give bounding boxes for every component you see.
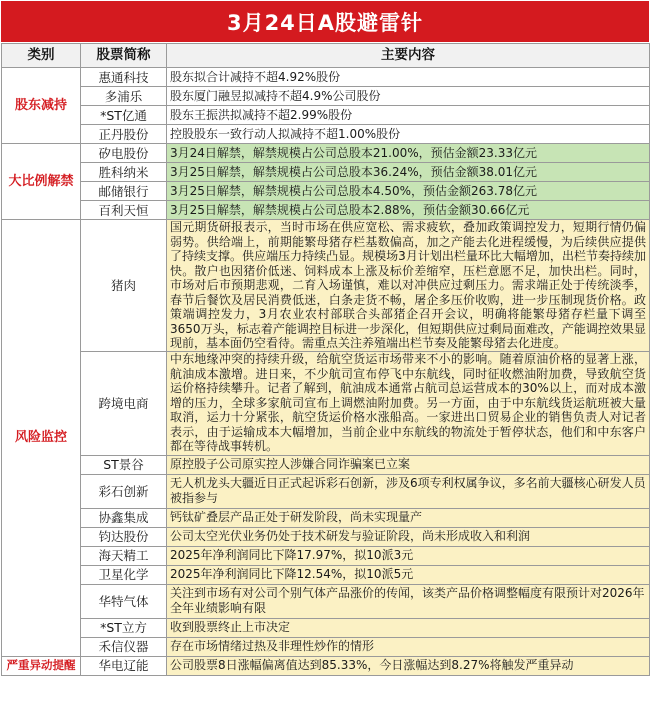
row-content: 3月25日解禁，解禁规模占公司总股本2.88%，预估金额30.66亿元 — [167, 201, 650, 220]
stock-name: 协鑫集成 — [81, 508, 167, 527]
stock-name: 彩石创新 — [81, 474, 167, 508]
row-content: 钙钛矿叠层产品正处于研发阶段，尚未实现量产 — [167, 508, 650, 527]
stock-name: *ST亿通 — [81, 106, 167, 125]
row-content: 无人机龙头大疆近日正式起诉彩石创新，涉及6项专利权属争议，多名前大疆核心研发人员被指参与 — [167, 474, 650, 508]
header-category: 类别 — [2, 44, 81, 68]
stock-name: 海天精工 — [81, 546, 167, 565]
row-content: 3月25日解禁，解禁规模占公司总股本4.50%，预估金额263.78亿元 — [167, 182, 650, 201]
stock-name: 百利天恒 — [81, 201, 167, 220]
table-row — [2, 220, 650, 352]
row-content: 控股股东一致行动人拟减持不超1.00%股份 — [167, 125, 650, 144]
category-label: 严重异动提醒 — [2, 656, 81, 675]
category-label: 股东减持 — [2, 68, 81, 144]
stock-name: 矽电股份 — [81, 144, 167, 163]
table-header-row — [2, 44, 650, 68]
table-row — [2, 351, 650, 455]
table-row — [2, 106, 650, 125]
stock-name: 正丹股份 — [81, 125, 167, 144]
table-row — [2, 527, 650, 546]
table-row — [2, 163, 650, 182]
stock-name: 惠通科技 — [81, 68, 167, 87]
table-row — [2, 125, 650, 144]
table-row — [2, 87, 650, 106]
table-row — [2, 144, 650, 163]
table-row — [2, 182, 650, 201]
row-content: 股东王振洪拟减持不超2.99%股份 — [167, 106, 650, 125]
row-content: 2025年净利润同比下降12.54%，拟10派5元 — [167, 565, 650, 584]
stock-name: 禾信仪器 — [81, 637, 167, 656]
stock-name: 猪肉 — [81, 220, 167, 352]
table-row — [2, 546, 650, 565]
header-content: 主要内容 — [167, 44, 650, 68]
stock-name: 钧达股份 — [81, 527, 167, 546]
category-label: 风险监控 — [2, 220, 81, 657]
row-content: 存在市场情绪过热及非理性炒作的情形 — [167, 637, 650, 656]
table-row — [2, 508, 650, 527]
row-content: 国元期货研报表示，当时市场在供应宽松、需求疲软，叠加政策调控发力，短期行情仍偏弱势。供给端上，前期能繁母猪存栏基数偏高，加之产能去化进程缓慢，为后续供应提供了持续支撑。供应端压力持续凸显。规模场3月计划出栏量环比大幅增加，出栏节奏持续加快。散户也因猪价低迷、饲料成本上涨及标价差缩窄，压栏意愿不足，加快出栏。同时，市场对后市预期悲观，二育入场谨慎，难以对冲供应过剩压力。需求端正处于传统淡季，春节后餐饮及居民消费低迷，白条走货不畅，屠企多压价收购，进一步压制现货价格。政策端调控发力，3月农业农村部联合头部猪企召开会议，明确将能繁母猪存栏量下调至3650万头，标志着产能调控目标进一步深化，但短期供应过剩局面难改，产能调控效果显现前，基本面仍空看待。需重点关注养殖端出栏节奏及能繁母猪去化进度。 — [167, 220, 650, 352]
row-content: 中东地缘冲突的持续升级，给航空货运市场带来不小的影响。随着原油价格的显著上涨，航油成本激增。进日来，不少航司宣布停飞中东航线，同时征收燃油附加费，导致航空货运价格持续攀升。记者了解到，航油成本通常占航司总运营成本的30%以上，而对成本激增的压力，全球多家航司宣布上调燃油附加费。另一方面，由于中东航线货运航班被大量取消，运力十分紧张，航空货运价格水涨船高。一家进出口贸易企业的销售负责人对记者表示，由于运输成本大幅增加，当前企业中东航线的物流处于暂停状态，他们和中东客户都在等待战事转机。 — [167, 351, 650, 455]
table-row — [2, 656, 650, 675]
stock-name: 华电辽能 — [81, 656, 167, 675]
row-content: 2025年净利润同比下降17.97%，拟10派3元 — [167, 546, 650, 565]
row-content: 收到股票终止上市决定 — [167, 618, 650, 637]
table-row — [2, 637, 650, 656]
stock-name: 卫星化学 — [81, 565, 167, 584]
stock-name: 多浦乐 — [81, 87, 167, 106]
stock-name: 跨境电商 — [81, 351, 167, 455]
row-content: 原控股子公司原实控人涉嫌合同诈骗案已立案 — [167, 455, 650, 474]
stock-name: *ST立方 — [81, 618, 167, 637]
stock-name: 华特气体 — [81, 584, 167, 618]
table-row — [2, 618, 650, 637]
risk-table — [1, 43, 650, 676]
table-row — [2, 474, 650, 508]
table-row — [2, 584, 650, 618]
stock-name: 胜科纳米 — [81, 163, 167, 182]
row-content: 公司太空光伏业务仍处于技术研发与验证阶段，尚未形成收入和利润 — [167, 527, 650, 546]
row-content: 3月24日解禁，解禁规模占公司总股本21.00%，预估金额23.33亿元 — [167, 144, 650, 163]
table-row — [2, 201, 650, 220]
row-content: 关注到市场有对公司个别气体产品涨价的传闻，该类产品价格调整幅度有限预计对2026年全年业绩影响有限 — [167, 584, 650, 618]
table-row — [2, 455, 650, 474]
table-row — [2, 565, 650, 584]
row-content: 公司股票8日涨幅偏离值达到85.33%，今日涨幅达到8.27%将触发严重异动 — [167, 656, 650, 675]
row-content: 股东厦门融昱拟减持不超4.9%公司股份 — [167, 87, 650, 106]
row-content: 3月25日解禁，解禁规模占公司总股本36.24%，预估金额38.01亿元 — [167, 163, 650, 182]
row-content: 股东拟合计减持不超4.92%股份 — [167, 68, 650, 87]
stock-name: ST景谷 — [81, 455, 167, 474]
stock-name: 邮储银行 — [81, 182, 167, 201]
table-row — [2, 68, 650, 87]
header-stock: 股票简称 — [81, 44, 167, 68]
page-title: 3月24日A股避雷针 — [1, 1, 649, 42]
category-label: 大比例解禁 — [2, 144, 81, 220]
